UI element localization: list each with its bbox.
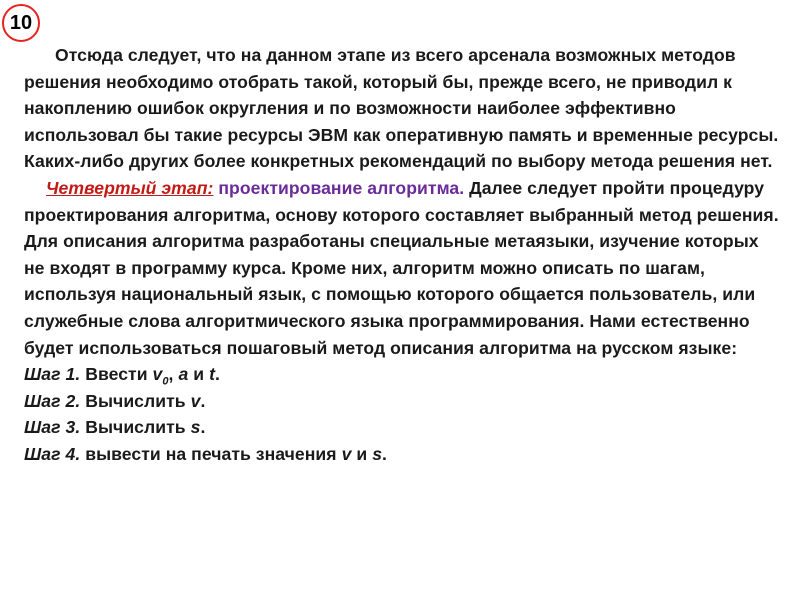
step-text: Вычислить: [85, 417, 186, 438]
slide-text: [24, 42, 784, 468]
step-label: Шаг 3.: [24, 417, 81, 438]
step-label: Шаг 1.: [24, 364, 81, 385]
stage-title: Четвертый этап:: [46, 177, 214, 198]
paragraph-method-choice: Отсюда следует, что на данном этапе из всего арсенала возможных методов решения необходимо отобрать такой, который бы, прежде всего, не приводил к накоплению ошибок округления и по возможности наиболее эффективно использовал бы такие ресурсы ЭВМ как оперативную память и временные ресурсы. Каких-либо других более конкретных рекомендаций по выбору метода решения нет.: [24, 45, 779, 172]
step-variable: v: [190, 390, 201, 411]
step-2: [24, 388, 784, 415]
step-end: .: [200, 390, 206, 411]
step-conjunction: и: [193, 364, 205, 385]
step-end: .: [215, 364, 220, 385]
step-3: [24, 414, 784, 441]
step-separator: ,: [168, 364, 174, 385]
step-end: .: [382, 443, 387, 464]
step-variable: a: [178, 364, 189, 385]
step-end: .: [200, 417, 206, 438]
step-text: Вычислить: [85, 390, 186, 411]
step-text: вывести на печать значения: [85, 443, 337, 464]
step-conjunction: и: [356, 443, 368, 464]
stage-body: Далее следует пройти процедуру проектирования алгоритма, основу которого составляет выбранный метод решения. Для описания алгоритма разработаны специальные метаязыки, изучение которых не входят в программу курса. Кроме них, алгоритм можно описать по шагам, используя национальный язык, с помощью которого общается пользователь, или служебные слова алгоритмического языка программирования. Нами естественно будет использоваться пошаговый метод описания алгоритма на русском языке:: [24, 177, 779, 358]
step-variable: v: [341, 443, 352, 464]
step-4: [24, 441, 784, 468]
step-label: Шаг 2.: [24, 390, 81, 411]
step-variable: s: [190, 417, 201, 438]
step-variable-subscript: 0: [162, 375, 169, 388]
slide-number-badge: [2, 4, 40, 42]
step-text: Ввести: [85, 364, 148, 385]
paragraph-fourth-stage: [24, 175, 784, 361]
step-label: Шаг 4.: [24, 443, 81, 464]
step-variable: t: [209, 364, 215, 385]
slide-number: 10: [9, 11, 33, 34]
step-variable: s: [372, 443, 383, 464]
step-1: [24, 361, 784, 388]
stage-subject: проектирование алгоритма.: [218, 177, 465, 198]
step-variable: v: [152, 364, 163, 385]
